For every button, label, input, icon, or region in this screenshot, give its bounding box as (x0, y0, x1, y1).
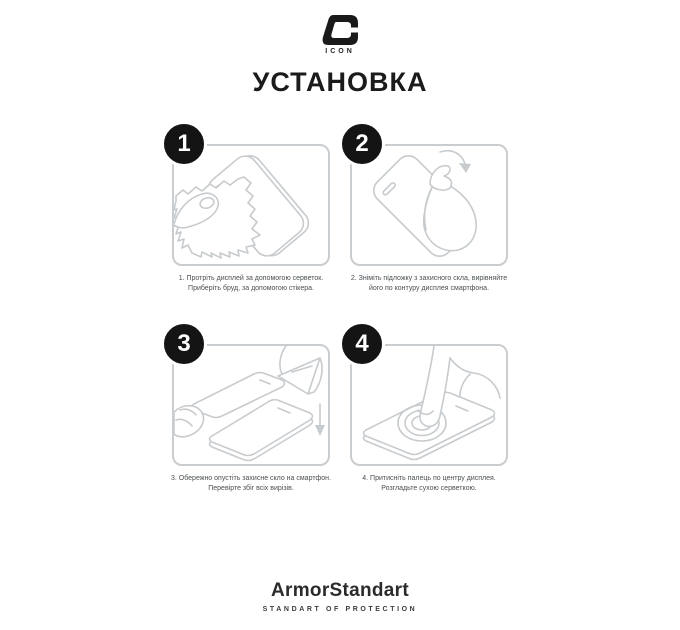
caption-line: його по контуру дисплея смартфона. (368, 285, 490, 292)
step-4 (350, 330, 508, 494)
step-1-caption (151, 274, 351, 294)
step-2-figure (350, 130, 508, 266)
step-2-caption (329, 274, 529, 294)
caption-line: Приберіть бруд, за допомогою стікера. (188, 285, 314, 292)
step-3-number-badge (161, 321, 207, 367)
brand-tagline: STANDART OF PROTECTION (262, 606, 418, 613)
place-glass-illustration (174, 346, 328, 464)
page-title: УСТАНОВКА (252, 67, 428, 97)
left-hand-icon (174, 406, 203, 437)
steps-grid (171, 130, 508, 494)
step-3-figure (172, 330, 330, 466)
film-peel (424, 166, 476, 251)
step-1-figure (172, 130, 330, 266)
step-number: 2 (355, 130, 369, 157)
brand-wordmark: ArmorStandart (271, 580, 409, 601)
step-2 (350, 130, 508, 294)
caption-line: 1. Протріть дисплей за допомогою серветок. (178, 275, 324, 282)
step-number: 1 (177, 130, 191, 157)
caption-line: Розгладьте сухою серветкою. (381, 485, 477, 492)
step-1-number-badge (161, 121, 207, 167)
step-4-caption (329, 474, 529, 494)
peel-film-illustration (352, 146, 506, 264)
press-center-illustration (352, 346, 506, 464)
right-hand-icon (278, 346, 322, 394)
header (0, 0, 680, 98)
step-2-number-badge (339, 121, 385, 167)
logo-label: ICON (325, 48, 355, 55)
armorstandart-icon (322, 15, 358, 45)
caption-line: 4. Притисніть палець по центру дисплея. (362, 475, 496, 482)
step-3 (171, 330, 331, 494)
down-arrow-icon (315, 404, 325, 436)
footer (0, 580, 680, 613)
step-number: 3 (177, 330, 191, 357)
step-1 (172, 130, 330, 294)
wipe-display-illustration (174, 146, 328, 264)
step-4-number-badge (339, 321, 385, 367)
step-3-caption (151, 474, 351, 494)
caption-line: 3. Обережно опустіть захисне скло на смартфон. (171, 475, 331, 482)
caption-line: 2. Зніміть підложку з захисного скла, вирівняйте (350, 275, 508, 282)
step-4-figure (350, 330, 508, 466)
caption-line: Перевірте збіг всіх вирізів. (208, 485, 294, 492)
step-number: 4 (355, 330, 369, 357)
